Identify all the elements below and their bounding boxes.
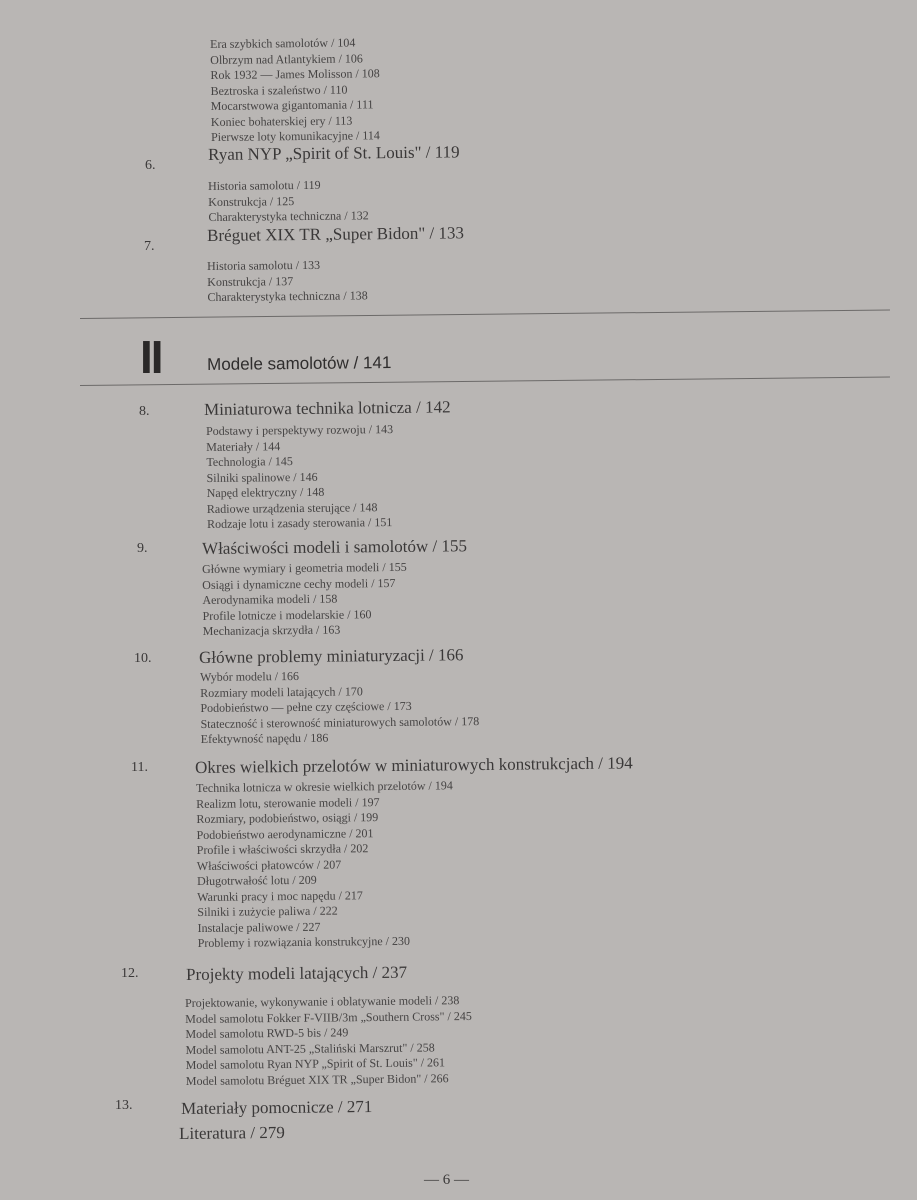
toc-item: Rozmiary, podobieństwo, osiągi / 199 bbox=[196, 810, 379, 826]
toc-item: Model samolotu Fokker F-VIIB/3m „Southern Cross" / 245 bbox=[185, 1008, 472, 1026]
toc-item: Rozmiary modeli latających / 170 bbox=[200, 683, 363, 700]
toc-item: Charakterystyka techniczna / 132 bbox=[208, 208, 369, 224]
toc-item: Stateczność i sterowność miniaturowych samolotów / 178 bbox=[200, 713, 480, 731]
literature-entry: Literatura / 279 bbox=[179, 1122, 285, 1143]
toc-item: Aerodynamika modeli / 158 bbox=[202, 591, 338, 607]
toc-item: Podobieństwo aerodynamiczne / 201 bbox=[196, 825, 374, 842]
chapter-number: 12. bbox=[121, 966, 139, 981]
chapter-title: Główne problemy miniaturyzacji / 166 bbox=[199, 645, 464, 667]
toc-item: Historia samolotu / 119 bbox=[208, 177, 321, 193]
chapter-title: Bréguet XIX TR „Super Bidon" / 133 bbox=[207, 223, 465, 245]
toc-item: Projektowanie, wykonywanie i oblatywanie modeli / 238 bbox=[185, 993, 460, 1010]
chapter-number: 11. bbox=[131, 760, 148, 775]
toc-item: Rok 1932 — James Molisson / 108 bbox=[210, 66, 380, 82]
chapter-items bbox=[196, 778, 455, 951]
chapter-items bbox=[202, 560, 407, 640]
toc-item: Materiały / 144 bbox=[206, 438, 281, 454]
part-number: II bbox=[140, 331, 162, 383]
toc-item: Silniki spalinowe / 146 bbox=[206, 469, 318, 485]
chapter-title: Ryan NYP „Spirit of St. Louis" / 119 bbox=[208, 142, 460, 164]
toc-item: Silniki i zużycie paliwa / 222 bbox=[197, 903, 338, 919]
chapter-items bbox=[206, 422, 394, 532]
toc-item: Beztroska i szaleństwo / 110 bbox=[210, 82, 348, 98]
toc-item: Konstrukcja / 125 bbox=[208, 193, 295, 209]
toc-item: Historia samolotu / 133 bbox=[207, 257, 321, 273]
toc-item: Mocarstwowa gigantomania / 111 bbox=[210, 97, 374, 113]
toc-item: Koniec bohaterskiej ery / 113 bbox=[210, 113, 353, 129]
chapter-title: Projekty modeli latających / 237 bbox=[186, 962, 408, 984]
toc-item: Model samolotu Ryan NYP „Spirit of St. Louis" / 261 bbox=[185, 1055, 446, 1072]
toc-item: Model samolotu RWD-5 bis / 249 bbox=[185, 1025, 349, 1041]
chapter-title: Miniaturowa technika lotnicza / 142 bbox=[204, 397, 451, 419]
chapter-items bbox=[208, 177, 369, 225]
toc-item: Właściwości płatowców / 207 bbox=[196, 856, 342, 873]
toc-item: Realizm lotu, sterowanie modeli / 197 bbox=[196, 794, 380, 811]
toc-item: Profile lotnicze i modelarskie / 160 bbox=[202, 606, 372, 623]
toc-item: Konstrukcja / 137 bbox=[207, 273, 294, 289]
chapter-items bbox=[185, 993, 473, 1089]
toc-item: Olbrzym nad Atlantykiem / 106 bbox=[210, 50, 363, 67]
toc-item: Charakterystyka techniczna / 138 bbox=[207, 288, 368, 304]
toc-item: Model samolotu Bréguet XIX TR „Super Bidon" / 266 bbox=[185, 1070, 449, 1088]
toc-item: Instalacje paliwowe / 227 bbox=[197, 919, 321, 935]
toc-item: Napęd elektryczny / 148 bbox=[206, 484, 325, 500]
chapter-title: Okres wielkich przelotów w miniaturowych konstrukcjach / 194 bbox=[195, 753, 633, 777]
toc-item: Warunki pracy i moc napędu / 217 bbox=[197, 887, 363, 904]
toc-item: Rodzaje lotu i zasady sterowania / 151 bbox=[206, 515, 393, 531]
chapter-number: 6. bbox=[145, 158, 156, 173]
toc-item: Długotrwałość lotu / 209 bbox=[196, 872, 317, 888]
chapter-number: 10. bbox=[134, 651, 152, 666]
chapter-number: 13. bbox=[115, 1098, 133, 1113]
toc-item: Profile i właściwości skrzydła / 202 bbox=[196, 841, 369, 857]
page-number: — 6 — bbox=[424, 1172, 469, 1188]
chapter-number: 8. bbox=[139, 404, 150, 419]
toc-item: Technika lotnicza w okresie wielkich przelotów / 194 bbox=[196, 778, 453, 795]
toc-item: Główne wymiary i geometria modeli / 155 bbox=[202, 559, 407, 576]
top-items bbox=[210, 35, 380, 145]
chapter-title: Materiały pomocnicze / 271 bbox=[181, 1096, 373, 1118]
toc-item: Technologia / 145 bbox=[206, 454, 293, 469]
chapter-title: Właściwości modeli i samolotów / 155 bbox=[202, 536, 468, 558]
divider-bottom bbox=[80, 377, 890, 386]
toc-item: Problemy i rozwiązania konstrukcyjne / 230 bbox=[197, 933, 411, 950]
toc-item: Efektywność napędu / 186 bbox=[200, 730, 329, 746]
toc-item: Wybór modelu / 166 bbox=[200, 668, 300, 684]
toc-item: Era szybkich samolotów / 104 bbox=[210, 35, 356, 51]
part-title: Modele samolotów / 141 bbox=[207, 353, 392, 374]
toc-item: Mechanizacja skrzydła / 163 bbox=[202, 622, 341, 638]
chapter-items bbox=[207, 257, 368, 305]
chapter-items bbox=[200, 667, 479, 747]
toc-item: Podobieństwo — pełne czy częściowe / 173 bbox=[200, 698, 412, 715]
toc-item: Osiągi i dynamiczne cechy modeli / 157 bbox=[202, 575, 396, 592]
chapter-number: 7. bbox=[144, 239, 155, 254]
toc-item: Pierwsze loty komunikacyjne / 114 bbox=[210, 128, 380, 144]
divider-top bbox=[80, 310, 890, 319]
toc-item: Podstawy i perspektywy rozwoju / 143 bbox=[206, 422, 394, 438]
toc-item: Model samolotu ANT-25 „Staliński Marszrut" / 258 bbox=[185, 1039, 435, 1057]
chapter-number: 9. bbox=[137, 541, 148, 556]
toc-item: Radiowe urządzenia sterujące / 148 bbox=[206, 499, 378, 516]
